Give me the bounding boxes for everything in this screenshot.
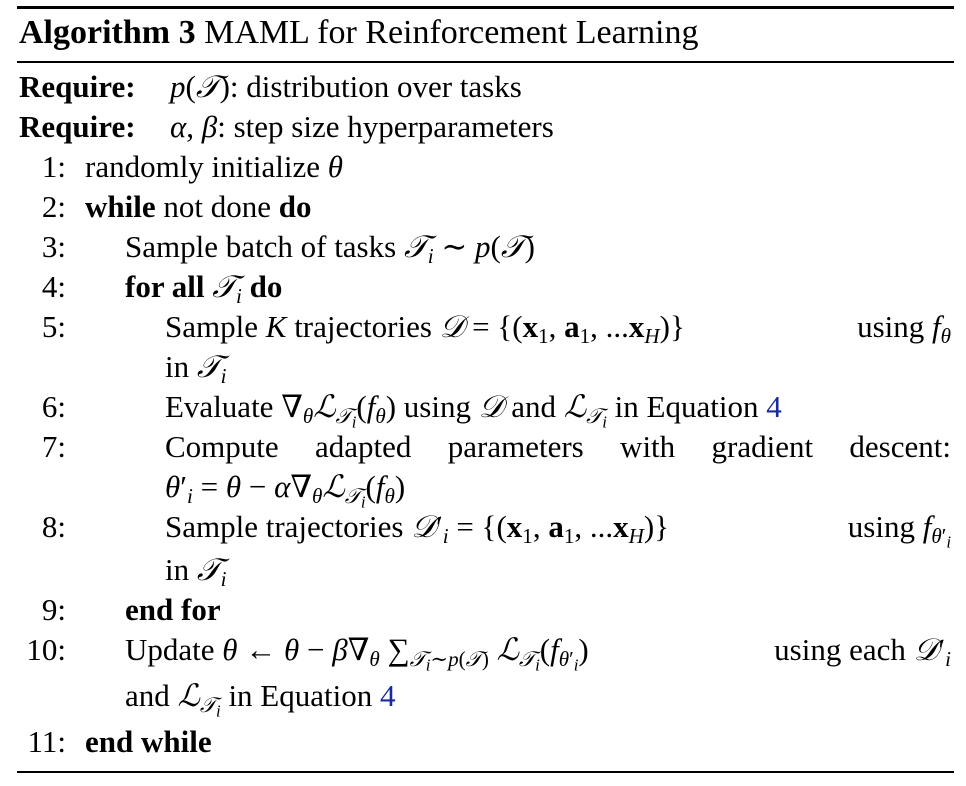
step-9 [0,590,966,630]
bottom-rule [17,771,954,773]
step-content: for all 𝒯$_i$ do [125,269,283,308]
require-content: p(𝒯): distribution over tasks [170,69,522,104]
step-7 [0,427,966,467]
step-content: end while [85,724,212,759]
step-number: 7: [41,429,66,464]
step-number: 2: [41,189,66,224]
step-number: 1: [41,149,66,184]
step-number: 3: [41,229,66,264]
equation-link[interactable]: 4 [379,678,396,713]
require-line-2 [0,107,966,147]
step-content: in 𝒯$_i$ [165,349,227,388]
step-6 [0,387,966,432]
step-content: Update θ ← $\theta - \beta\nabla_\theta$ $\sum_{𝒯_i\sim p(𝒯)}$ $ℒ_{𝒯_i}(f_{\theta'_i})$ [125,632,589,675]
title-rule [17,61,954,63]
step-content-right: using $f_{\theta'_i}$ [847,509,951,552]
step-content: Evaluate $\nabla_\theta ℒ_{𝒯_i}(f_\theta)$ using 𝒟 and ℒ$_{𝒯_i}$ in Equation 4 [165,389,782,432]
algorithm-name: MAML for Reinforcement Learning [204,14,699,51]
step-2 [0,187,966,227]
step-number: 5: [41,309,66,344]
require-line-1 [0,67,966,107]
step-content: in 𝒯$_i$ [165,552,227,591]
step-formula: $\theta'_i = \theta$ − $\alpha\nabla_\theta ℒ_{𝒯_i}(f_\theta)$ [165,469,406,512]
step-content-right: using $f_\theta$ [857,309,951,348]
step-content: Sample batch of tasks 𝒯$_i$ ∼ p(𝒯) [125,229,535,268]
step-number: 10: [26,632,66,667]
step-8 [0,507,966,552]
step-number: 6: [41,389,66,424]
step-5 [0,307,966,347]
step-1 [0,147,966,187]
step-10-continued [0,676,966,721]
step-number: 8: [41,509,66,544]
require-content: α, β: step size hyperparameters [170,109,554,144]
step-content: Sample K trajectories 𝒟 = {($x_1$, $a_1$, $...x_H$)} [165,309,685,348]
step-content: Sample trajectories $𝒟'_i = \{(x_1$, $a_1$, $...x_H$)} [165,509,670,548]
step-4 [0,267,966,307]
step-number: 9: [41,592,66,627]
step-8-continued [0,550,966,590]
step-number: 11: [27,724,66,759]
step-content: end for [125,592,221,627]
algorithm-title [19,8,699,58]
step-content-right: using each $𝒟'_i$ [774,632,951,671]
step-number: 4: [41,269,66,304]
step-10 [0,630,966,675]
step-5-continued [0,347,966,387]
step-11 [0,722,966,762]
require-keyword: Require: [19,69,136,104]
step-content: while not done do [85,189,312,224]
step-content: and ℒ$_{𝒯_i}$ in Equation 4 [125,678,396,721]
step-3 [0,227,966,267]
step-7-continued [0,467,966,512]
require-keyword: Require: [19,109,136,144]
algorithm-label: Algorithm 3 [19,14,196,51]
step-content: randomly initialize θ [85,149,343,184]
step-content: Compute adapted parameters with gradient descent: [165,429,951,464]
equation-link[interactable]: 4 [766,389,782,424]
